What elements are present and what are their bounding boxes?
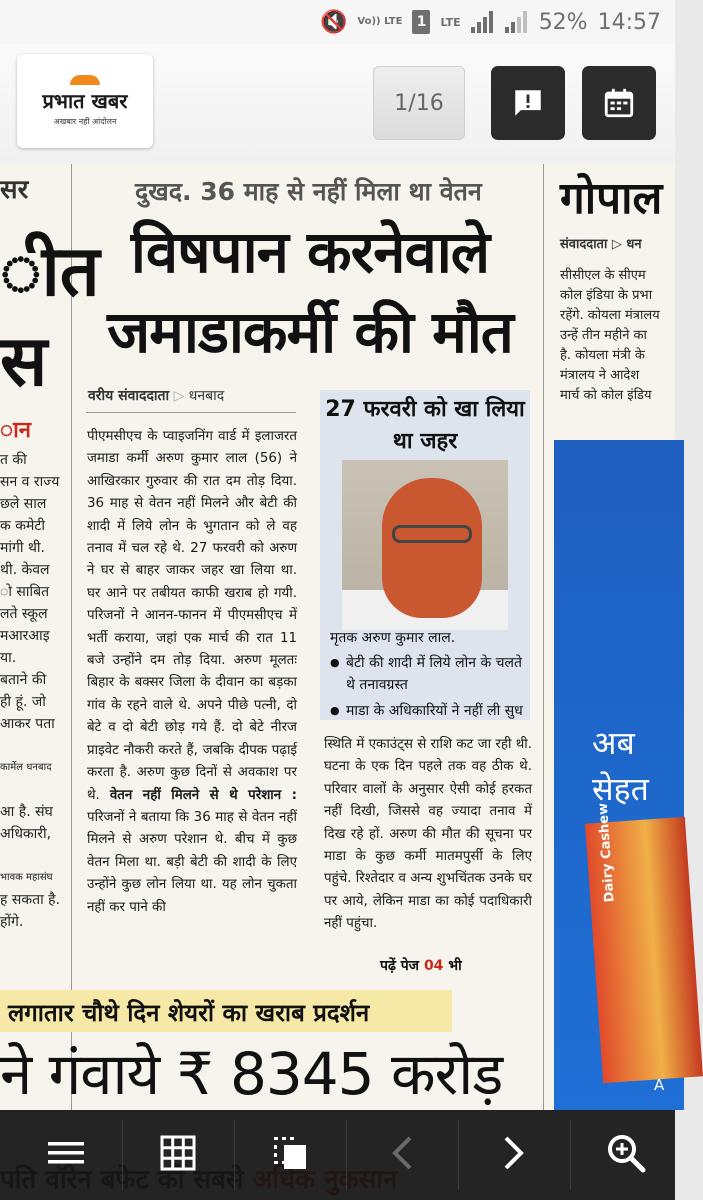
newspaper-page[interactable]	[0, 164, 675, 1110]
right-column-byline: संवाददाता ▷ धन	[560, 237, 642, 252]
inset-bullets	[330, 652, 525, 726]
zoom-icon	[606, 1133, 646, 1173]
left-column-top: सर	[0, 175, 29, 205]
zoom-button[interactable]	[570, 1110, 682, 1196]
photo-caption: मृतक अरुण कुमार लाल.	[330, 630, 456, 646]
feedback-button[interactable]	[491, 66, 565, 140]
story-strap: लगातार चौथे दिन शेयरों का खराब प्रदर्शन	[8, 999, 370, 1027]
signal-icon-2	[505, 11, 529, 33]
article-byline: वरीय संवाददाता ▷ धनबाद	[88, 388, 225, 404]
grid-view-button[interactable]	[122, 1110, 234, 1196]
right-column-title: गोपाल	[560, 173, 663, 224]
previous-page-button[interactable]	[346, 1110, 458, 1196]
left-column	[0, 164, 100, 1110]
grid-icon	[160, 1135, 196, 1171]
previous-page-icon	[390, 1135, 414, 1171]
feedback-icon	[511, 86, 545, 120]
article-body-col2: स्थिति में एकाउंट्स से राशि कट जा रही थी. घटना के एक दिन पहले तक वह ठीक थे. परिवार वालों के अनुसार ऐसी कोई हरकत नहीं दिखी, जिससे वह ज्यादा तनाव में दिख रहे हों. अरुण की मौत की सूचना पर माडा के कुछ कर्मी मातमपुर्सी के लिए पहुंचे. रिश्तेदार व अन्य शुभचिंतक उनके घर पर आये, लेकिन माडा का कोई पदाधिकारी नहीं पहुंचा.	[324, 737, 532, 932]
clip-select-button[interactable]	[234, 1110, 346, 1196]
logo-tagline: अखबार नहीं आंदोलन	[53, 117, 117, 126]
mute-icon: 🔇	[320, 9, 348, 35]
app-bar	[0, 44, 675, 164]
ad-footer: A	[654, 1076, 665, 1094]
inset-title: 27 फरवरी को खा लिया था जहर	[325, 397, 525, 454]
ad-text: अब सेहत	[592, 724, 649, 808]
clock: 14:57	[597, 9, 661, 35]
divider	[86, 412, 296, 413]
article-subhead: वेतन नहीं मिलने से थे परेशान :	[109, 787, 297, 803]
bullet-item: ● बेटी की शादी में लिये लोन के चलते थे तनावग्रस्त	[330, 652, 525, 696]
continued-note: पढ़ें पेज 04 भी	[380, 958, 462, 974]
clip-select-icon	[272, 1135, 308, 1171]
prabhat-khabar-logo[interactable]	[17, 54, 153, 148]
bullet-item: ● माडा के अधिकारियों ने नहीं ली सुध	[330, 700, 525, 722]
left-column-red-head: ान	[0, 418, 31, 443]
article-inset-box	[320, 390, 530, 720]
calendar-icon	[602, 86, 636, 120]
victim-photo	[342, 460, 508, 618]
sim-slot-indicator: 1	[412, 10, 430, 34]
page-indicator-button[interactable]: 1/16	[373, 66, 465, 140]
left-column-headline: ीत स	[0, 230, 100, 402]
story-headline: ने गंवाये ₹ 8345 करोड़	[0, 1040, 503, 1108]
network-type: LTE	[440, 15, 461, 29]
article-body-col1: पीएमसीएच के प्वाइजनिंग वार्ड में इलाजरत जमाडा कर्मी अरुण कुमार लाल (56) ने आखिरकार गुरुवार की रात दम तोड़ दिया. 36 माह से वेतन नहीं मिलने और बेटी की शादी में लिये लोन के भुगतान को ले वह तनाव में चल रहे थे. 27 फरवरी को अरुण ने घर से बाहर जाकर जहर खा लिया था. घर आने पर तबीयत काफी खराब हो गयी. परिजनों ने आनन-फानन में पीएमसीएच में भर्ती कराया, जहां एक मार्च की रात 11 बजे उन्होंने दम तोड़ दिया. अरुण मूलतः बिहार के बक्सर जिला के दीवान का बड़का गांव के रहने वाले थे. अपने पीछे पत्नी, दो बेटे व दो बेटी छोड़ गये हैं. दो बेटे नीरज प्राइवेट नौकरी करते हैं, जबकि दीपक पढ़ाई करता है. अरुण कुछ दिनों से अवकाश पर थे. वेतन नहीं मिलने से थे परेशान : परिजनों ने बताया कि 36 माह से वेतन नहीं मिलने से अरुण परेशान थे. बीच में कुछ वेतन मिला था. बड़ी बेटी की शादी के लिए उन्होंने कुछ लोन लिया था. यह लोन चुकता नहीं कर पाने की	[87, 429, 297, 915]
calendar-button[interactable]	[582, 66, 656, 140]
right-column	[543, 164, 675, 1110]
sun-icon	[70, 75, 100, 85]
signal-icon	[471, 11, 495, 33]
article-headline: विषपान करनेवाले जमाडाकर्मी की मौत	[107, 218, 513, 366]
logo-name: प्रभात खबर	[42, 89, 128, 113]
right-column-text: सीसीएल के सीएम कोल इंडिया के प्रभा रहेंगे. कोयला मंत्रालय उन्हें तीन महीने का है. कोयला मंत्री के मंत्रालय ने आदेश मार्च को कोल इंडिय	[560, 268, 660, 403]
volte-indicator: Vo)) LTE	[357, 16, 403, 27]
battery-percent: 52%	[538, 9, 588, 35]
menu-icon	[48, 1138, 84, 1168]
advertisement[interactable]	[554, 440, 684, 1110]
ad-product-pack: Dairy Cashew	[585, 817, 703, 1083]
next-page-icon	[502, 1135, 526, 1171]
play-arrow-icon: ▷	[173, 388, 189, 404]
status-bar	[0, 0, 675, 44]
left-column-text: त की सन व राज्य छले साल क कमेटी मांगी थी. थी. केवल ो साबित लते स्कूल मआरआइ या. बताने की ही हूं. जो आकर पता कार्मेल धनबाद आ है. संघ अधिकारी, भावक महासंघ ह सकता है. होंगे.	[0, 452, 61, 930]
menu-button[interactable]	[10, 1110, 122, 1196]
article-kicker: दुखद. 36 माह से नहीं मिला था वेतन	[135, 177, 482, 206]
next-page-button[interactable]	[458, 1110, 570, 1196]
